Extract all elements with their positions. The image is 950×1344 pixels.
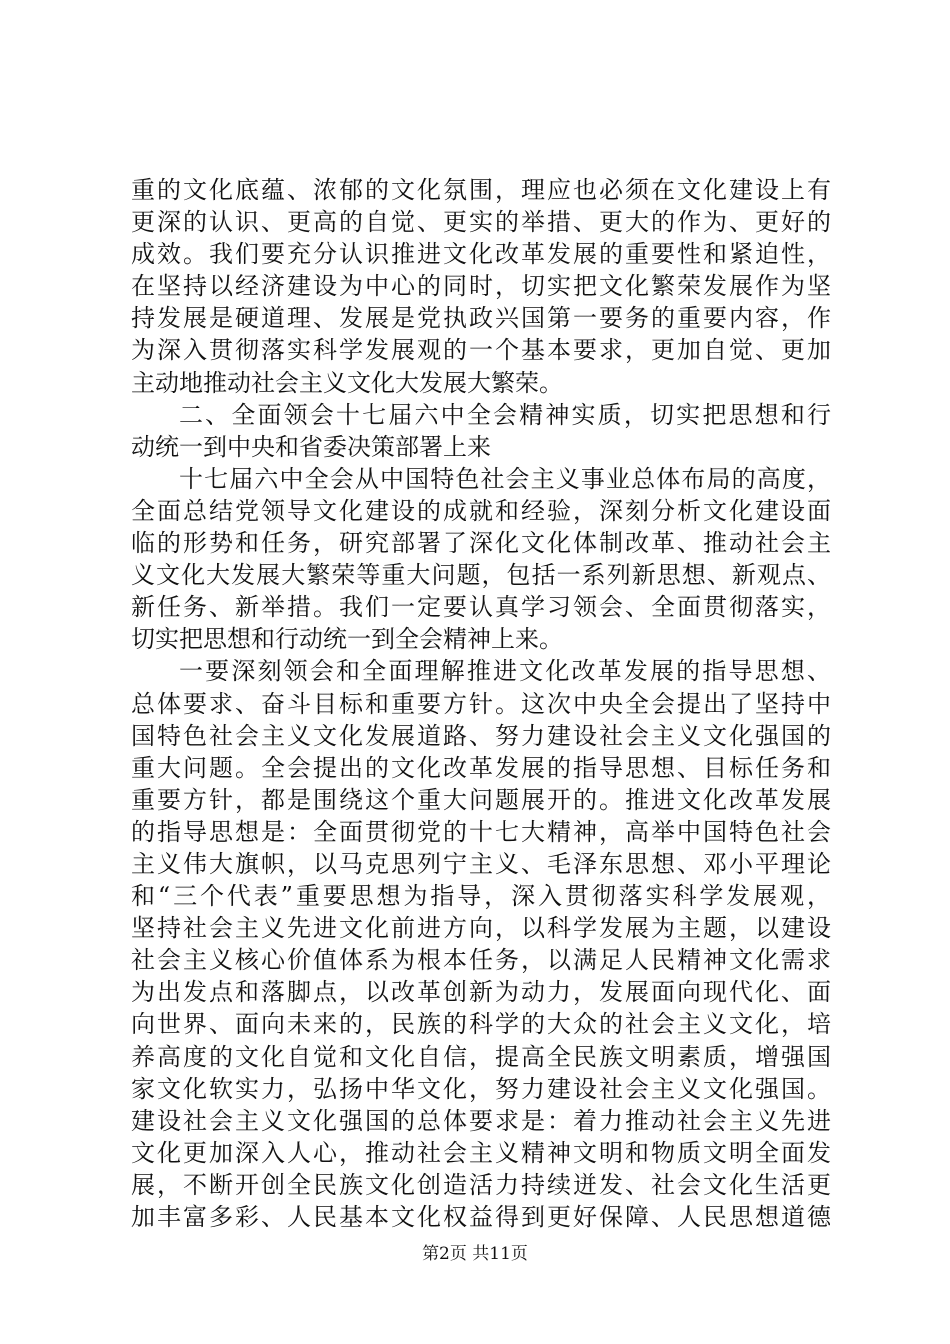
text-line: 和“三个代表”重要思想为指导，深入贯彻落实科学发展观， (131, 882, 831, 911)
text-line: 主义伟大旗帜，以马克思列宁主义、毛泽东思想、邓小平理论 (131, 849, 831, 878)
text-line: 重要方针，都是围绕这个重大问题展开的。推进文化改革发展 (131, 785, 831, 814)
text-line: 动统一到中央和省委决策部署上来 (131, 432, 491, 461)
text-line: 总体要求、奋斗目标和重要方针。这次中央全会提出了坚持中 (131, 689, 831, 718)
text-line: 成效。我们要充分认识推进文化改革发展的重要性和紧迫性， (131, 240, 831, 269)
text-line: 在坚持以经济建设为中心的同时，切实把文化繁荣发展作为坚 (131, 272, 831, 301)
text-line: 国特色社会主义文化发展道路、努力建设社会主义文化强国的 (131, 721, 831, 750)
text-line: 临的形势和任务，研究部署了深化文化体制改革、推动社会主 (131, 529, 831, 558)
text-line: 重的文化底蕴、浓郁的文化氛围，理应也必须在文化建设上有 (131, 176, 831, 204)
body-text (131, 174, 831, 1233)
text-line: 更深的认识、更高的自觉、更实的举措、更大的作为、更好的 (131, 208, 831, 237)
text-line: 切实把思想和行动统一到全会精神上来。 (131, 625, 563, 654)
text-line: 重大问题。全会提出的文化改革发展的指导思想、目标任务和 (131, 753, 831, 782)
text-line: 坚持社会主义先进文化前进方向，以科学发展为主题，以建设 (131, 914, 831, 943)
text-line: 十七届六中全会从中国特色社会主义事业总体布局的高度， (179, 464, 831, 493)
text-line: 社会主义核心价值体系为根本任务，以满足人民精神文化需求 (131, 946, 831, 975)
text-line: 展，不断开创全民族文化创造活力持续迸发、社会文化生活更 (131, 1170, 831, 1199)
text-line: 新任务、新举措。我们一定要认真学习领会、全面贯彻落实， (131, 593, 831, 622)
text-line: 全面总结党领导文化建设的成就和经验，深刻分析文化建设面 (131, 496, 831, 525)
text-line: 加丰富多彩、人民基本文化权益得到更好保障、人民思想道德 (131, 1203, 831, 1231)
text-line: 的指导思想是：全面贯彻党的十七大精神，高举中国特色社会 (131, 817, 831, 846)
text-line: 家文化软实力，弘扬中华文化，努力建设社会主义文化强国。 (131, 1074, 831, 1103)
text-line: 建设社会主义文化强国的总体要求是：着力推动社会主义先进 (131, 1106, 831, 1135)
text-line: 向世界、面向未来的，民族的科学的大众的社会主义文化，培 (131, 1010, 831, 1039)
text-line: 文化更加深入人心，推动社会主义精神文明和物质文明全面发 (131, 1138, 831, 1167)
page-number-footer: 第2页 共11页 (422, 1244, 528, 1264)
text-line: 为深入贯彻落实科学发展观的一个基本要求，更加自觉、更加 (131, 336, 831, 365)
text-line: 为出发点和落脚点，以改革创新为动力，发展面向现代化、面 (131, 978, 831, 1007)
text-line: 持发展是硬道理、发展是党执政兴国第一要务的重要内容，作 (131, 304, 831, 333)
text-line: 养高度的文化自觉和文化自信，提高全民族文明素质，增强国 (131, 1042, 831, 1071)
text-line: 二、全面领会十七届六中全会精神实质，切实把思想和行 (179, 400, 831, 429)
text-line: 主动地推动社会主义文化大发展大繁荣。 (131, 368, 563, 397)
text-line: 一要深刻领会和全面理解推进文化改革发展的指导思想、 (179, 657, 831, 686)
text-line: 义文化大发展大繁荣等重大问题，包括一系列新思想、新观点、 (131, 561, 831, 590)
